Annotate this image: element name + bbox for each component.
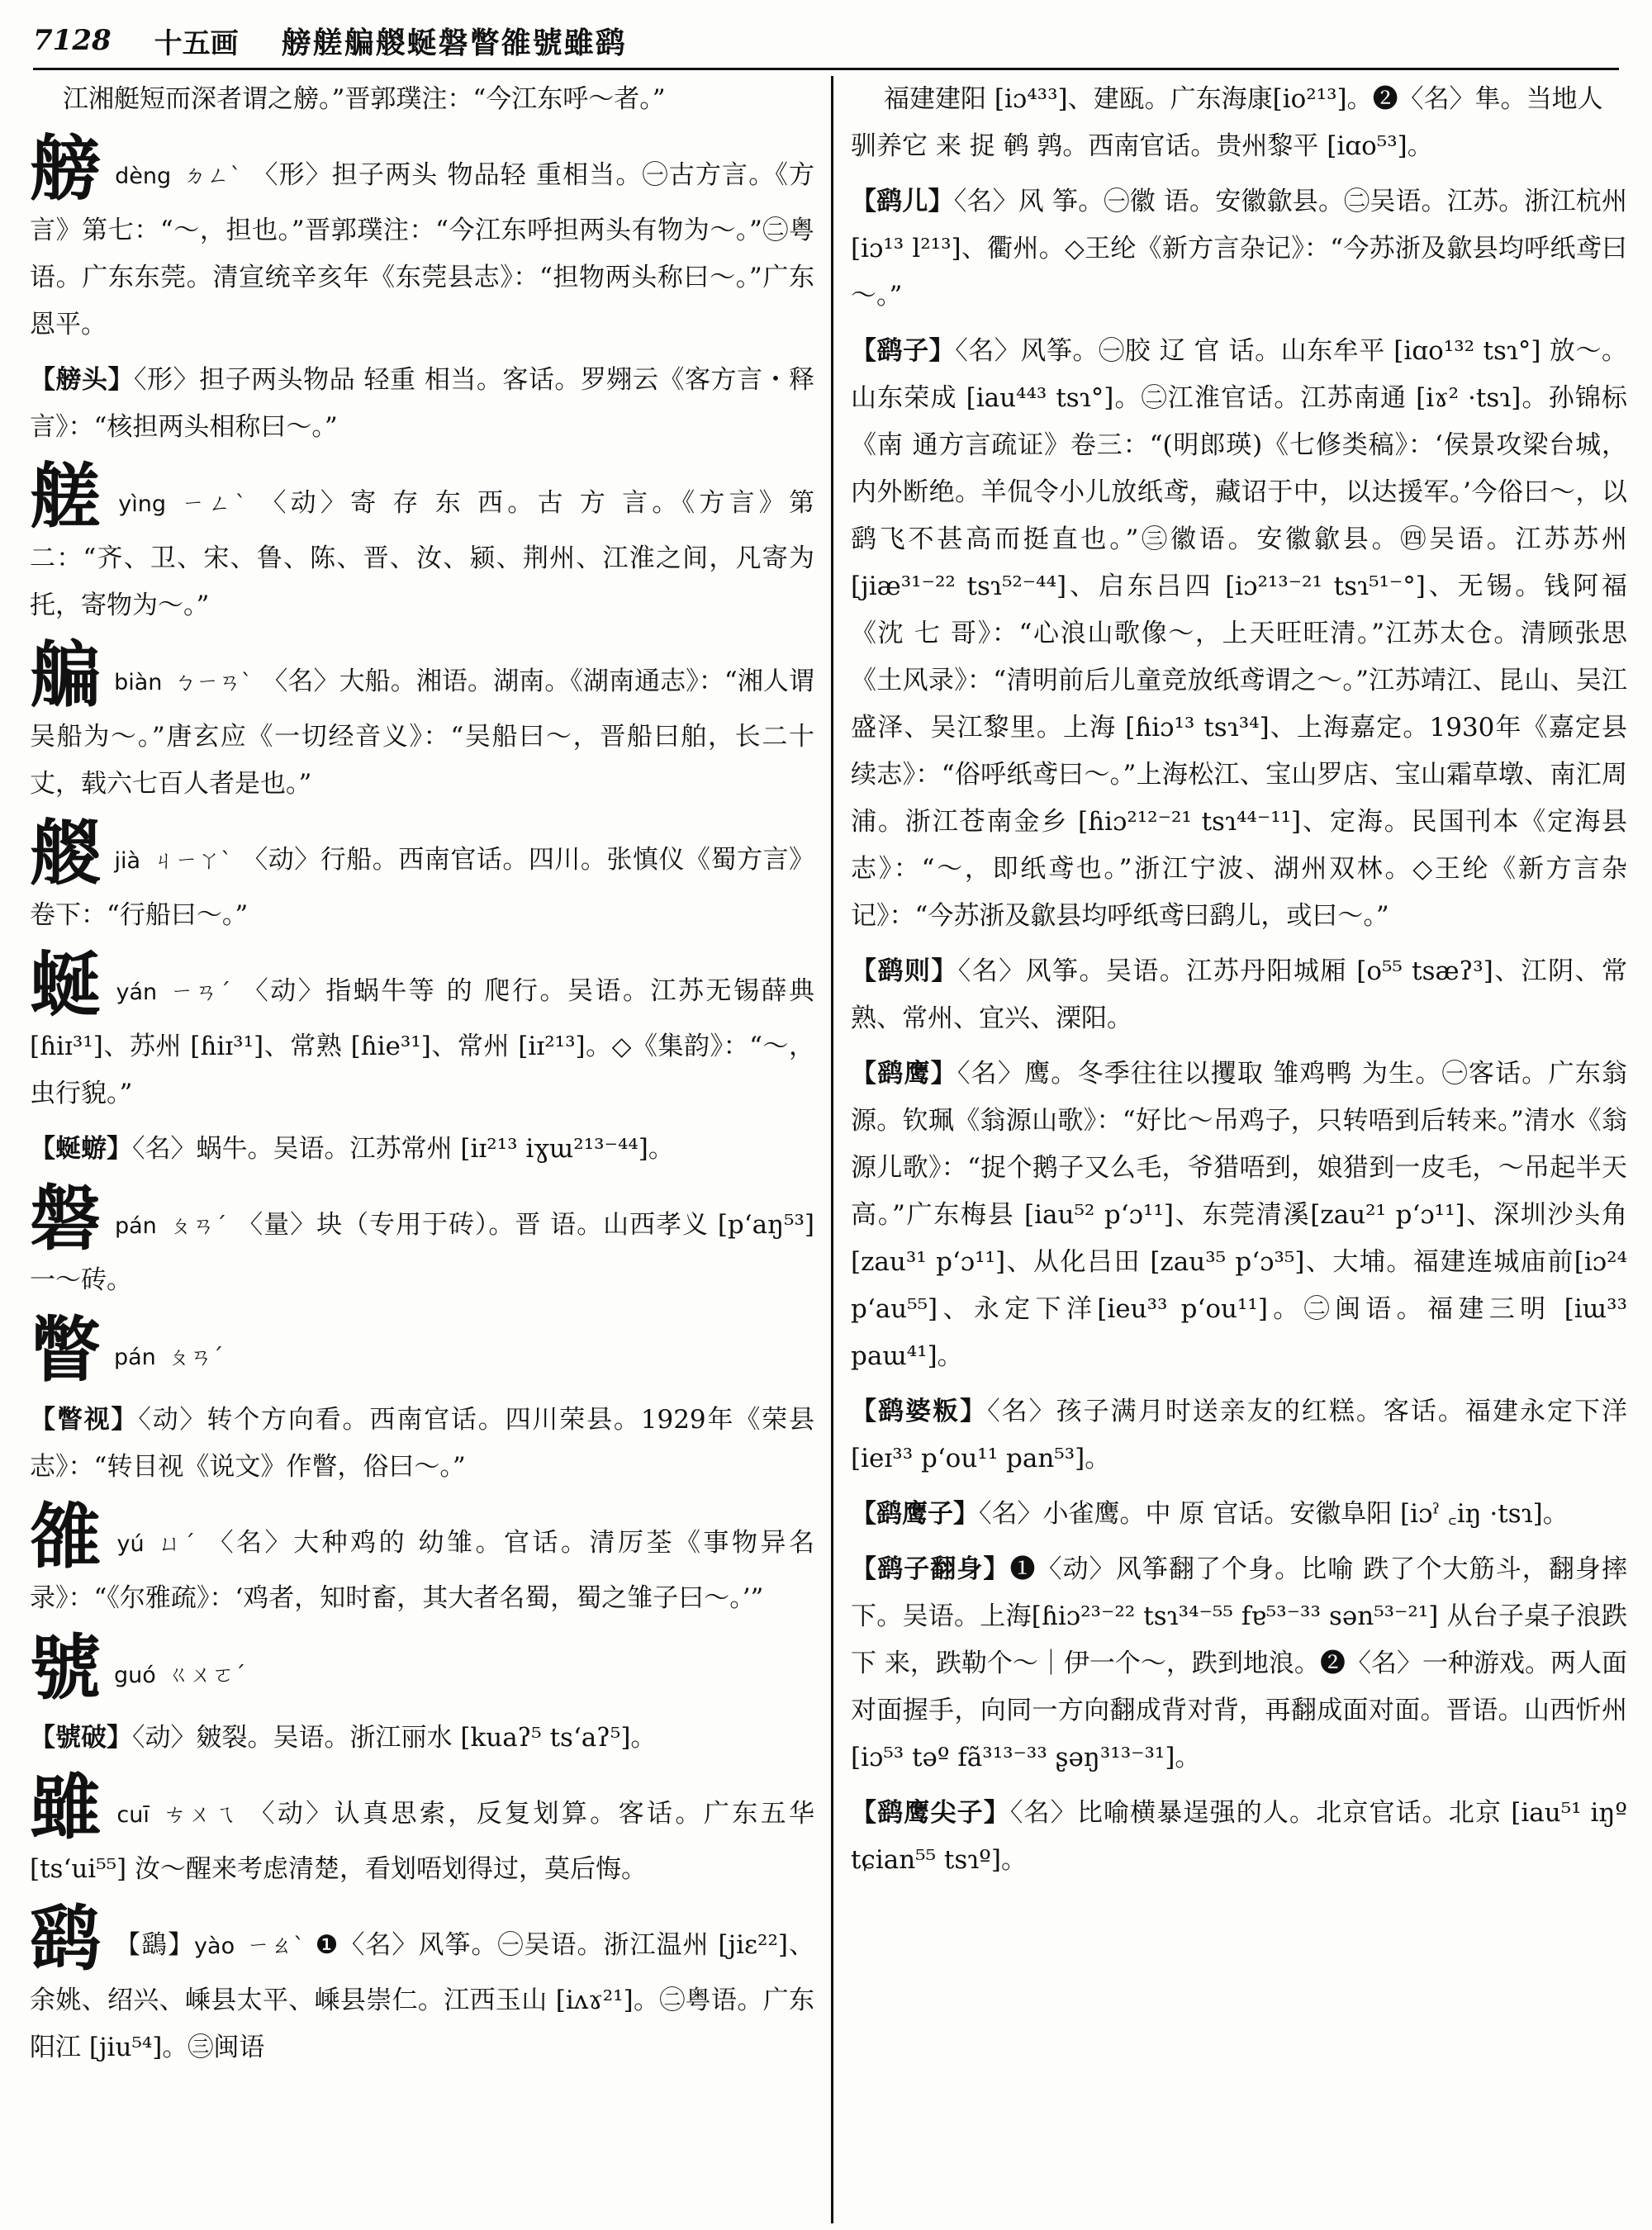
page-header	[33, 13, 1619, 70]
definition: 〈动〉皴裂。吴语。浙江丽水 [kuaʔ⁵ tsʻaʔ⁵]。	[132, 1723, 657, 1753]
subentry-guo-po	[30, 1715, 814, 1762]
definition: 〈动〉寄 存 东 西。古 方 言。《方言》第二：“齐、卫、宋、鲁、陈、晋、汝、颍、荆州、江淮之间，凡寄为托，寄物为～。”	[30, 488, 814, 620]
subentry-head: 【鹞子】	[851, 336, 956, 366]
subentry-yao-ze	[851, 948, 1627, 1042]
page-number: 7128	[33, 24, 112, 57]
zhuyin: ㄉㄥˋ	[183, 164, 243, 189]
definition: 〈名〉大种鸡的 幼雏。官话。清厉荃《事物异名录》：“《尔雅疏》：‘鸡者，知时畜，其大者名蜀，蜀之雏子曰～。’”	[30, 1528, 814, 1613]
subentry-yao-po-ban	[851, 1388, 1627, 1483]
definition: ❶〈名〉风筝。㊀吴语。浙江温州 [jiɛ²²]、余姚、绍兴、嵊县太平、嵊县崇仁。江西玉山 [iʌɤ²¹]。㊁粤语。广东阳江 [jiu⁵⁴]。㊂闽语	[30, 1930, 814, 2062]
zhuyin: ㄐㄧㄚˋ	[152, 848, 233, 874]
subentry-head: 【鹞子翻身】	[851, 1554, 1010, 1584]
zhuyin: ㄘㄨㄟ	[160, 1802, 240, 1828]
continued-text: 江湘艇短而深者谓之艕。”晋郭璞注：“今江东呼～者。”	[63, 84, 666, 114]
subentry-head: 【鹞鹰】	[851, 1059, 957, 1089]
headword: 鹞	[30, 1897, 102, 1981]
entry-pan-brick	[30, 1177, 814, 1304]
subentry-head: 【瞥视】	[30, 1405, 139, 1435]
definition: 〈名〉风筝。吴语。江苏丹阳城厢 [o⁵⁵ tsæʔ³]、江阴、常熟、常州、宜兴、溧阳。	[851, 956, 1627, 1033]
definition: 〈名〉孩子满月时送亲友的红糕。客话。福建永定下洋 [ieɪ³³ pʻou¹¹ pan⁵³]。	[851, 1397, 1627, 1473]
variant-form: 【鷂】	[115, 1930, 195, 1960]
subentry-head: 【鹞婆粄】	[851, 1397, 988, 1426]
subentry-head: 【蜒蝣】	[30, 1134, 132, 1164]
pinyin: pán	[114, 1345, 156, 1370]
entry-yan	[30, 943, 814, 1117]
pinyin: yìng	[118, 491, 166, 517]
zhuyin: ㄅㄧㄢˋ	[173, 670, 253, 695]
continued-text: 福建建阳 [iɔ⁴³³]、建瓯。广东海康[io²¹³]。❷〈名〉隼。当地人驯养它 来 捉 鹌 鹑。西南官话。贵州黎平 [iɑo⁵³]。	[851, 84, 1603, 161]
subentry-head: 【鹞鹰尖子】	[851, 1798, 1010, 1828]
header-characters: 艕艖艑艐蜒磐瞥雒號雖鹞	[281, 25, 627, 60]
headword: 雒	[30, 1495, 104, 1578]
definition: 〈名〉蜗牛。吴语。江苏常州 [iɪ²¹³ iɣɯ²¹³⁻⁴⁴]。	[132, 1134, 674, 1164]
headword: 蜒	[30, 943, 103, 1027]
definition: 〈名〉小雀鹰。中 原 官话。安徽阜阳 [iɔˀ ꜀iŋ ·tsɿ]。	[979, 1499, 1569, 1529]
entry-yu	[30, 1495, 814, 1622]
pinyin: yán	[116, 980, 158, 1005]
entry-jia	[30, 812, 814, 939]
subentry-yao-er	[851, 178, 1627, 320]
zhuyin: ㄧㄠˋ	[246, 1933, 306, 1959]
subentry-deng-tou	[30, 357, 814, 451]
entry-bian	[30, 633, 814, 808]
entry-yao	[30, 1897, 814, 2071]
subentry-yao-zi	[851, 328, 1627, 940]
right-column	[851, 76, 1627, 2223]
headword: 磐	[30, 1177, 102, 1260]
subentry-yao-ying-zi	[851, 1491, 1627, 1538]
definition: ❶〈动〉风筝翻了个身。比喻 跌了个大筋斗，翻身摔下。吴语。上海[ɦiɔ²³⁻²² tsɿ³⁴⁻⁵⁵ fɐ⁵³⁻³³ sən⁵³⁻²¹] 从台子桌子浪跌 下 来，跌勒个～｜伊一个～，跌到地浪。❷〈名〉一种游戏。两人面对面握手，向同一方向翻成背对背，再翻成面对面。晋语。山西忻州 [iɔ⁵³ təº fã³¹³⁻³³ ʂəŋ³¹³⁻³¹]。	[851, 1554, 1627, 1772]
entry-ying	[30, 455, 814, 629]
subentry-yao-ying-jian-zi	[851, 1790, 1627, 1884]
definition: 〈动〉转个方向看。西南官话。四川荣县。1929年《荣县志》：“转目视《说文》作瞥，俗曰～。”	[30, 1405, 814, 1482]
headword: 艑	[30, 633, 102, 717]
definition: 〈名〉鹰。冬季往往以攫取 雏鸡鸭 为生。㊀客话。广东翁源。钦珮《翁源山歌》：“好比～吊鸡子，只转唔到后转来。”清水《翁源儿歌》：“捉个鹅子又么毛，爷猎唔到，娘猎到一皮毛，～吊起半天高。”广东梅县 [iau⁵² pʻɔ¹¹]、东莞清溪[zau²¹ pʻɔ¹¹]、深圳沙头角 [zau³¹ pʻɔ¹¹]、从化吕田 [zau³⁵ pʻɔ³⁵]、大埔。福建连城庙前[iɔ²⁴ pʻau⁵⁵]、永定下洋[ieu³³ pʻou¹¹]。㊁闽语。福建三明 [iɯ³³ paɯ⁴¹]。	[851, 1059, 1627, 1371]
zhuyin: ㄩˊ	[155, 1531, 198, 1557]
pinyin: dèng	[115, 164, 172, 189]
subentry-head: 【鹞则】	[851, 956, 958, 986]
subentry-head: 【鹞儿】	[851, 187, 954, 216]
zhuyin: ㄆㄢˊ	[167, 1345, 224, 1370]
pinyin: guó	[114, 1663, 156, 1688]
zhuyin: ㄆㄢˊ	[168, 1213, 228, 1239]
headword: 瞥	[30, 1308, 101, 1392]
entry-pan-look	[30, 1308, 814, 1392]
definition: 〈名〉比喻横暴逞强的人。北京官话。北京 [iau⁵¹ iŋº tɕian⁵⁵ tsɿº]。	[851, 1798, 1627, 1875]
subentry-head: 【號破】	[30, 1723, 132, 1753]
definition: 〈量〉块（专用于砖）。晋 语。山西孝义 [pʻaŋ⁵³] 一～砖。	[30, 1210, 814, 1295]
definition: 〈名〉风 筝。㊀徽 语。安徽歙县。㊁吴语。江苏。浙江杭州 [iɔ¹³ l²¹³]、衢州。◇王纶《新方言杂记》：“今苏浙及歙县均呼纸鸢曰～。”	[851, 187, 1627, 311]
column-divider	[831, 76, 833, 2223]
pinyin: pán	[114, 1213, 157, 1239]
definition: 〈形〉担子两头 物品轻 重相当。㊀古方言。《方言》第七：“～，担也。”晋郭璞注：“今江东呼担两头有物为～。”㊁粤语。广东东莞。清宣统辛亥年《东莞县志》：“担物两头称曰～。”广东恩平。	[30, 160, 814, 339]
pinyin: biàn	[114, 670, 163, 695]
zhuyin: ㄍㄨㄛˊ	[167, 1663, 246, 1688]
subentry-head: 【鹞鹰子】	[851, 1499, 979, 1529]
pinyin: cuī	[116, 1802, 150, 1828]
definition: 〈动〉指蜗牛等 的 爬行。吴语。江苏无锡薛典 [ɦiɪ³¹]、苏州 [ɦiɪ³¹]、常熟 [ɦie³¹]、常州 [iɪ²¹³]。◇《集韵》：“～，虫行貌。”	[30, 976, 814, 1108]
headword: 艖	[30, 455, 106, 539]
pinyin: yú	[116, 1531, 145, 1557]
definition: 〈动〉认真思索，反复划算。客话。广东五华 [tsʻui⁵⁵] 汝～醒来考虑清楚，看划唔划得过，莫后悔。	[30, 1799, 814, 1884]
subentry-pan-shi	[30, 1397, 814, 1491]
definition: 〈名〉风筝。㊀胶 辽 官 话。山东牟平 [iɑo¹³² tsɿ°] 放～。山东荣成 [iau⁴⁴³ tsɿ°]。㊁江淮官话。江苏南通 [iɤ² ·tsɿ]。孙锦标《南 通方言疏证》卷三：“(明郎瑛)《七修类稿》：‘侯景攻梁台城，内外断绝。羊侃令小儿放纸鸢，藏诏于中，以达援军。’今俗曰～，以鹞飞不甚高而挺直也。”㊂徽语。安徽歙县。㊃吴语。江苏苏州 [jiæ³¹⁻²² tsɿ⁵²⁻⁴⁴]、启东吕四 [iɔ²¹³⁻²¹ tsɿ⁵¹⁻°]、无锡。钱阿福《沈 七 哥》：“心浪山歌像～，上天旺旺清。”江苏太仓。清顾张思《土风录》：“清明前后儿童竞放纸鸢谓之～。”江苏靖江、昆山、吴江盛泽、吴江黎里。上海 [ɦiɔ¹³ tsɿ³⁴]、上海嘉定。1930年《嘉定县续志》：“俗呼纸鸢曰～。”上海松江、宝山罗店、宝山霜草墩、南汇周浦。浙江苍南金乡 [ɦiɔ²¹²⁻²¹ tsɿ⁴⁴⁻¹¹]、定海。民国刊本《定海县志》：“～，即纸鸢也。”浙江宁波、湖州双林。◇王纶《新方言杂记》：“今苏浙及歙县均呼纸鸢曰鹞儿，或曰～。”	[851, 336, 1627, 931]
entry-guo	[30, 1626, 814, 1710]
zhuyin: ㄧㄥˋ	[177, 491, 251, 517]
subentry-yao-zi-fan-shen	[851, 1546, 1627, 1782]
stroke-section: 十五画	[154, 26, 239, 60]
pinyin: yào	[194, 1933, 235, 1959]
subentry-yao-ying	[851, 1051, 1627, 1380]
headword: 艕	[30, 127, 102, 211]
left-column	[30, 76, 814, 2223]
subentry-yan-you	[30, 1126, 814, 1173]
headword: 雖	[30, 1766, 104, 1849]
subentry-head: 【艕头】	[30, 365, 135, 395]
headword: 艐	[30, 812, 102, 895]
headword: 號	[30, 1626, 101, 1710]
definition: 〈名〉大船。湘语。湖南。《湖南通志》：“湘人谓吴船为～。”唐玄应《一切经音义》：“吴船曰～，晋船曰舶，长二十丈，载六七百人者是也。”	[30, 667, 814, 799]
definition: 〈动〉行船。西南官话。四川。张慎仪《蜀方言》卷下：“行船曰～。”	[30, 845, 814, 930]
zhuyin: ㄧㄢˊ	[169, 980, 233, 1005]
pinyin: jià	[114, 848, 141, 874]
definition: 〈形〉担子两头物品 轻重 相当。客话。罗翙云《客方言・释言》：“核担两头相称曰～。”	[30, 365, 814, 442]
entry-cui	[30, 1766, 814, 1893]
entry-deng	[30, 127, 814, 349]
